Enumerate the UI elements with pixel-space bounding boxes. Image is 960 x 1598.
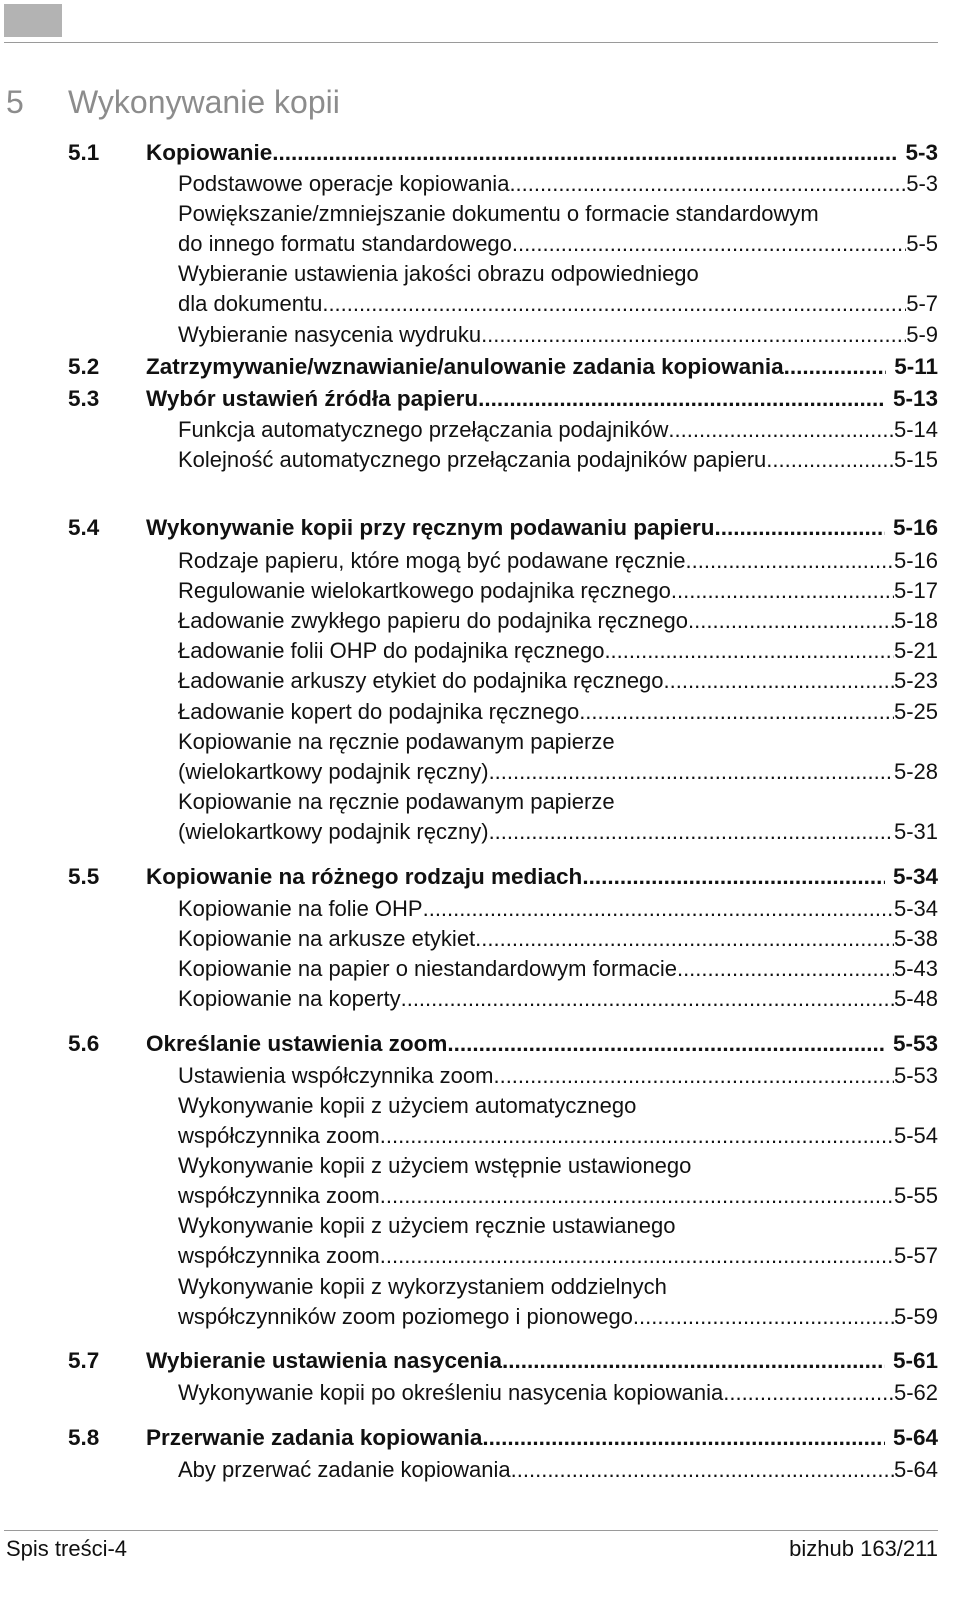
- toc-entry-row[interactable]: [178, 169, 938, 199]
- toc-entry-row[interactable]: [178, 666, 938, 696]
- toc-entry-row[interactable]: [178, 606, 938, 636]
- chapter-number: 5: [6, 84, 24, 120]
- toc-entry-label: Funkcja automatycznego przełączania podajników: [178, 417, 669, 442]
- toc-page-number: 5-53: [893, 1063, 938, 1088]
- toc-page-number: 5-64: [892, 1425, 938, 1450]
- toc-entry-row[interactable]: [178, 1211, 938, 1241]
- toc-page-number: 5-59: [893, 1304, 938, 1329]
- toc-entry-row[interactable]: [178, 1272, 938, 1302]
- toc-dot-leader: [668, 415, 894, 445]
- toc-entry-label: Kopiowanie na arkusze etykiet: [178, 926, 476, 951]
- toc-entry-row[interactable]: [178, 1091, 938, 1121]
- toc-entry-label: Wykonywanie kopii przy ręcznym podawaniu papieru: [146, 515, 715, 540]
- toc-dot-leader: [604, 636, 894, 666]
- toc-entry-label: Ładowanie zwykłego papieru do podajnika ręcznego: [178, 608, 689, 633]
- toc-entry-label: Zatrzymywanie/wznawianie/anulowanie zadania kopiowania: [146, 354, 784, 379]
- toc-section-number: 5.2: [68, 354, 100, 379]
- toc-page-number: 5-5: [906, 231, 938, 256]
- toc-section-number: 5.6: [68, 1031, 100, 1056]
- toc-entry-row[interactable]: [178, 924, 938, 954]
- toc-page-number: 5-3: [906, 171, 938, 196]
- toc-entry-label: Kopiowanie: [146, 140, 273, 165]
- toc-dot-leader: [447, 1029, 885, 1059]
- toc-dot-leader: [478, 384, 885, 414]
- toc-entry-label: Kopiowanie na ręcznie podawanym papierze: [178, 729, 615, 754]
- toc-entry-row[interactable]: [178, 727, 938, 757]
- toc-entry-row[interactable]: [178, 1181, 938, 1211]
- toc-section-row[interactable]: [68, 1346, 938, 1376]
- toc-entry-label: współczynnika zoom: [178, 1243, 380, 1268]
- toc-entry-label: Kopiowanie na ręcznie podawanym papierze: [178, 789, 615, 814]
- toc-dot-leader: [475, 924, 894, 954]
- toc-page-number: 5-25: [893, 699, 938, 724]
- toc-section-row[interactable]: [68, 1423, 938, 1453]
- toc-dot-leader: [784, 352, 887, 382]
- toc-page-number: 5-18: [893, 608, 938, 633]
- toc-entry-label: Regulowanie wielokartkowego podajnika ręcznego: [178, 578, 671, 603]
- toc-entry-label: Kopiowanie na papier o niestandardowym formacie: [178, 956, 677, 981]
- toc-dot-leader: [509, 169, 906, 199]
- toc-dot-leader: [511, 1455, 894, 1485]
- toc-section-row[interactable]: [68, 1029, 938, 1059]
- toc-page-number: 5-16: [893, 548, 938, 573]
- toc-dot-leader: [380, 1241, 894, 1271]
- toc-entry-label: do innego formatu standardowego: [178, 231, 512, 256]
- toc-dot-leader: [272, 138, 897, 168]
- toc-dot-leader: [579, 697, 894, 727]
- toc-entry-row[interactable]: [178, 787, 938, 817]
- toc-page-number: 5-48: [893, 986, 938, 1011]
- toc-page-number: 5-34: [893, 896, 938, 921]
- toc-dot-leader: [677, 954, 894, 984]
- toc-entry-label: Wykonywanie kopii z użyciem automatycznego: [178, 1093, 637, 1118]
- toc-dot-leader: [482, 1423, 885, 1453]
- toc-entry-row[interactable]: [178, 757, 938, 787]
- footer-rule: [4, 1530, 938, 1531]
- toc-entry-row[interactable]: [178, 894, 938, 924]
- toc-entry-row[interactable]: [178, 984, 938, 1014]
- toc-entry-label: Kolejność automatycznego przełączania podajników papieru: [178, 447, 767, 472]
- toc-entry-label: Wykonywanie kopii z użyciem ręcznie ustawianego: [178, 1213, 676, 1238]
- toc-section-row[interactable]: [68, 138, 938, 168]
- toc-dot-leader: [380, 1181, 894, 1211]
- toc-entry-label: Wykonywanie kopii po określeniu nasycenia kopiowania: [178, 1380, 724, 1405]
- toc-dot-leader: [671, 576, 894, 606]
- toc-entry-label: Wybór ustawień źródła papieru: [146, 386, 479, 411]
- toc-dot-leader: [502, 1346, 885, 1376]
- toc-entry-row[interactable]: [178, 259, 938, 289]
- toc-entry-row[interactable]: [178, 1121, 938, 1151]
- toc-entry-label: Ładowanie folii OHP do podajnika ręcznego: [178, 638, 605, 663]
- toc-dot-leader: [686, 546, 894, 576]
- toc-page-number: 5-15: [893, 447, 938, 472]
- toc-page-number: 5-57: [893, 1243, 938, 1268]
- toc-page-number: 5-13: [892, 386, 938, 411]
- toc-entry-label: Rodzaje papieru, które mogą być podawane ręcznie: [178, 548, 686, 573]
- toc-page-number: 5-11: [894, 354, 938, 379]
- toc-entry-label: współczynnika zoom: [178, 1123, 380, 1148]
- toc-page-number: 5-38: [893, 926, 938, 951]
- toc-page-number: 5-9: [906, 322, 938, 347]
- toc-entry-row[interactable]: [178, 1378, 938, 1408]
- toc-section-row[interactable]: [68, 513, 938, 543]
- toc-dot-leader: [582, 862, 885, 892]
- toc-entry-label: Podstawowe operacje kopiowania: [178, 171, 510, 196]
- toc-section-number: 5.5: [68, 864, 100, 889]
- toc-entry-label: Przerwanie zadania kopiowania: [146, 1425, 483, 1450]
- toc-dot-leader: [664, 666, 894, 696]
- toc-section-number: 5.8: [68, 1425, 100, 1450]
- toc-section-number: 5.3: [68, 386, 100, 411]
- toc-dot-leader: [714, 513, 884, 543]
- toc-page-number: 5-3: [905, 140, 938, 165]
- toc-entry-label: Określanie ustawienia zoom: [146, 1031, 448, 1056]
- toc-entry-row[interactable]: [178, 1241, 938, 1271]
- toc-entry-label: współczynnika zoom: [178, 1183, 380, 1208]
- toc-entry-row[interactable]: [178, 697, 938, 727]
- toc-entry-row[interactable]: [178, 576, 938, 606]
- toc-section-number: 5.1: [68, 140, 100, 165]
- toc-dot-leader: [401, 984, 894, 1014]
- toc-entry-label: Ładowanie kopert do podajnika ręcznego: [178, 699, 580, 724]
- toc-entry-label: (wielokartkowy podajnik ręczny): [178, 819, 489, 844]
- toc-entry-label: współczynników zoom poziomego i pionowego: [178, 1304, 633, 1329]
- toc-page-number: 5-55: [893, 1183, 938, 1208]
- toc-page-number: 5-64: [893, 1457, 938, 1482]
- toc-entry-label: dla dokumentu: [178, 291, 323, 316]
- toc-entry-row[interactable]: [178, 320, 938, 350]
- toc-dot-leader: [489, 757, 894, 787]
- toc-dot-leader: [766, 445, 894, 475]
- toc-entry-label: Ładowanie arkuszy etykiet do podajnika ręcznego: [178, 668, 664, 693]
- toc-dot-leader: [688, 606, 894, 636]
- toc-entry-row[interactable]: [178, 817, 938, 847]
- toc-entry-label: Wybieranie ustawienia jakości obrazu odpowiedniego: [178, 261, 699, 286]
- footer-product-name: bizhub 163/211: [789, 1536, 938, 1561]
- toc-page-number: 5-16: [892, 515, 938, 540]
- toc-entry-label: Wykonywanie kopii z wykorzystaniem oddzielnych: [178, 1274, 667, 1299]
- toc-dot-leader: [380, 1121, 894, 1151]
- toc-dot-leader: [489, 817, 894, 847]
- toc-page-number: 5-53: [892, 1031, 938, 1056]
- toc-entry-row[interactable]: [178, 199, 938, 229]
- toc-dot-leader: [633, 1302, 894, 1332]
- toc-section-number: 5.7: [68, 1348, 100, 1373]
- toc-entry-row[interactable]: [178, 445, 938, 475]
- toc-dot-leader: [481, 320, 906, 350]
- toc-entry-row[interactable]: [178, 1061, 938, 1091]
- toc-page-number: 5-14: [893, 417, 938, 442]
- toc-dot-leader: [723, 1378, 894, 1408]
- toc-entry-label: Wykonywanie kopii z użyciem wstępnie ustawionego: [178, 1153, 692, 1178]
- footer-page-label: Spis treści-4: [6, 1536, 128, 1561]
- toc-page-number: 5-17: [893, 578, 938, 603]
- toc-entry-row[interactable]: [178, 1302, 938, 1332]
- toc-entry-row[interactable]: [178, 229, 938, 259]
- toc-section-row[interactable]: [68, 352, 938, 382]
- toc-entry-label: Wybieranie nasycenia wydruku: [178, 322, 482, 347]
- toc-entry-label: Aby przerwać zadanie kopiowania: [178, 1457, 511, 1482]
- toc-section-row[interactable]: [68, 862, 938, 892]
- toc-entry-label: Kopiowanie na folie OHP: [178, 896, 423, 921]
- toc-entry-row[interactable]: [178, 954, 938, 984]
- toc-entry-label: Powiększanie/zmniejszanie dokumentu o formacie standardowym: [178, 201, 819, 226]
- toc-page-number: 5-54: [893, 1123, 938, 1148]
- toc-entry-row[interactable]: [178, 546, 938, 576]
- toc-section-row[interactable]: [68, 384, 938, 414]
- toc-dot-leader: [512, 229, 906, 259]
- toc-entry-row[interactable]: [178, 636, 938, 666]
- toc-entry-label: Kopiowanie na różnego rodzaju mediach: [146, 864, 583, 889]
- toc-entry-label: Wybieranie ustawienia nasycenia: [146, 1348, 502, 1373]
- toc-page-number: 5-31: [893, 819, 938, 844]
- toc-entry-row[interactable]: [178, 1151, 938, 1181]
- toc-entry-row[interactable]: [178, 1455, 938, 1485]
- toc-page-number: 5-61: [892, 1348, 938, 1373]
- chapter-title: Wykonywanie kopii: [68, 84, 340, 120]
- toc-entry-row[interactable]: [178, 289, 938, 319]
- toc-dot-leader: [322, 289, 906, 319]
- toc-dot-leader: [493, 1061, 893, 1091]
- toc-page-number: 5-43: [893, 956, 938, 981]
- toc-entry-label: Ustawienia współczynnika zoom: [178, 1063, 494, 1088]
- toc-section-number: 5.4: [68, 515, 100, 540]
- toc-page-number: 5-21: [893, 638, 938, 663]
- toc-page-number: 5-34: [892, 864, 938, 889]
- toc-entry-row[interactable]: [178, 415, 938, 445]
- toc-page-number: 5-28: [893, 759, 938, 784]
- toc-entry-label: (wielokartkowy podajnik ręczny): [178, 759, 489, 784]
- toc-page-number: 5-62: [893, 1380, 938, 1405]
- toc-page-number: 5-23: [893, 668, 938, 693]
- toc-dot-leader: [423, 894, 894, 924]
- toc-page-number: 5-7: [906, 291, 938, 316]
- toc-entry-label: Kopiowanie na koperty: [178, 986, 401, 1011]
